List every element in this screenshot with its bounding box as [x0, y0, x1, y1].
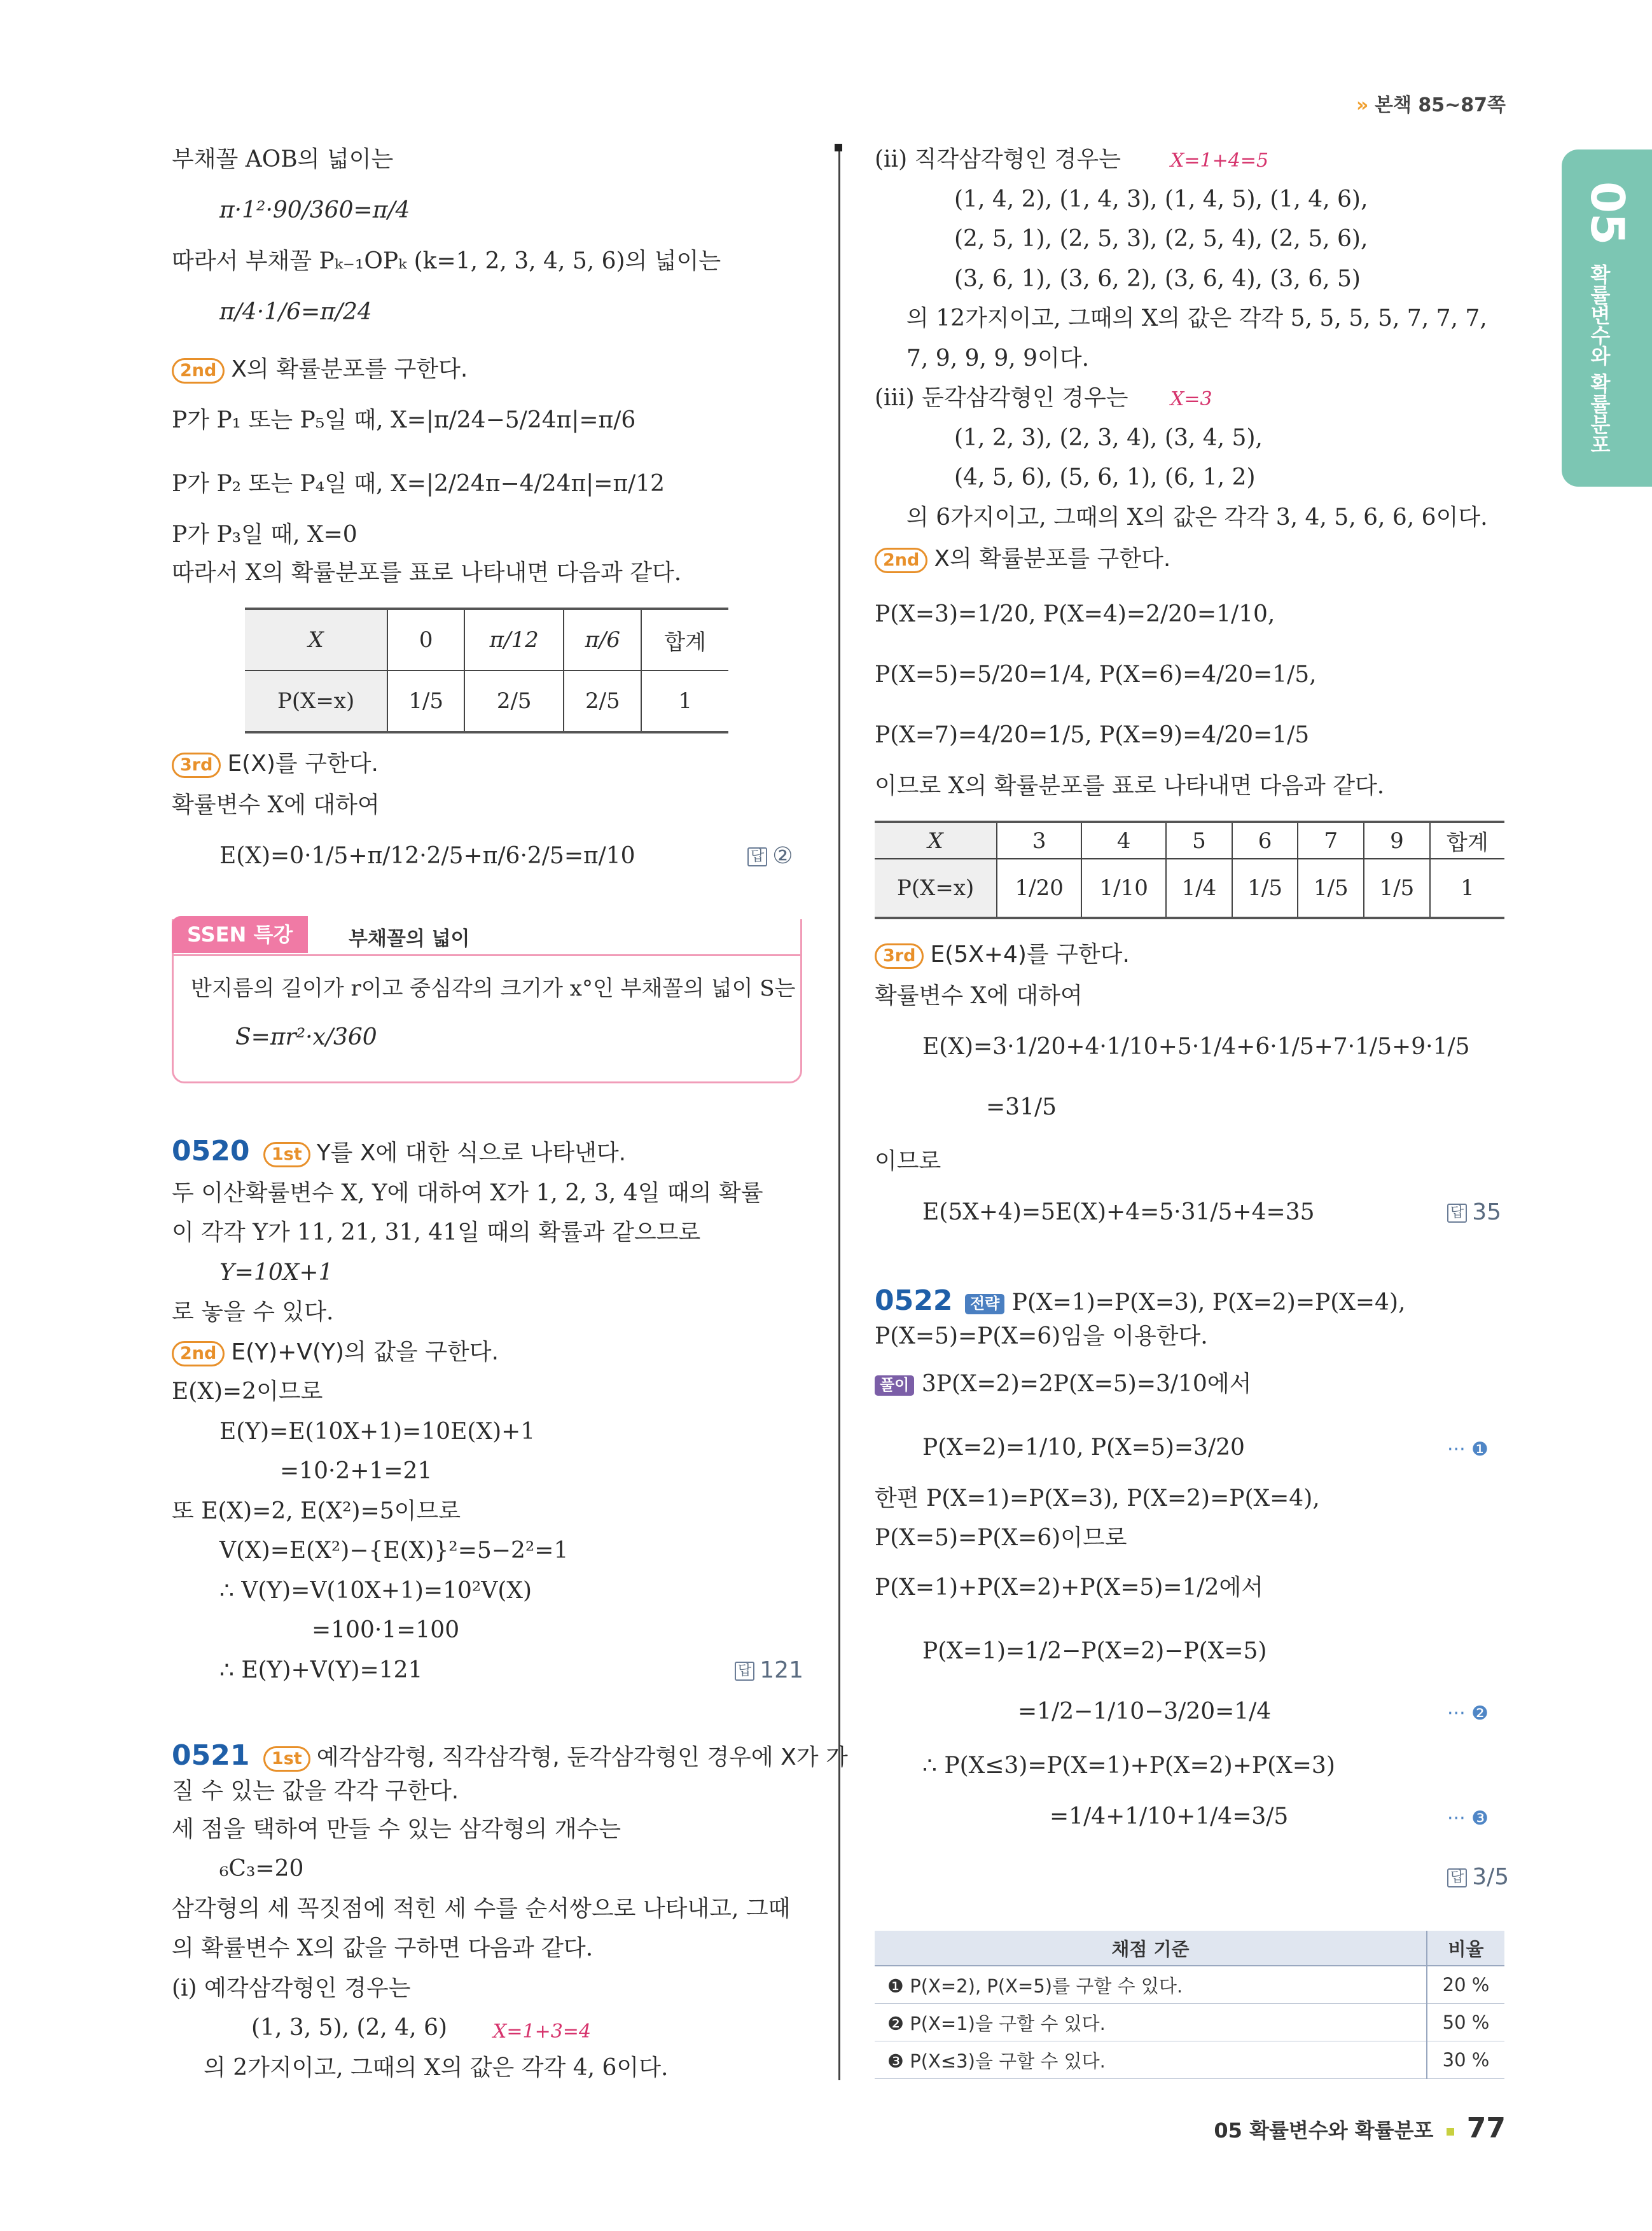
answer-icon: 답 — [735, 1662, 754, 1680]
chapter-side-tab — [1562, 149, 1652, 487]
strategy-badge: 전략 — [965, 1294, 1004, 1314]
table-cell: 5 — [1166, 822, 1232, 859]
column-divider — [838, 146, 840, 2080]
formula: E(X)=2이므로 — [172, 1379, 323, 1405]
table-cell: 1/10 — [1081, 859, 1166, 918]
page-number: 77 — [1466, 2112, 1506, 2144]
step-tag: 1st — [263, 1746, 310, 1772]
table-cell: 20 % — [1427, 1966, 1504, 2004]
table-cell: 1/20 — [997, 859, 1081, 918]
text-line: (iii) 둔각삼각형인 경우는 — [875, 385, 1128, 411]
text-line: (i) 예각삼각형인 경우는 — [172, 1975, 411, 2001]
footer-chapter: 05 확률변수와 확률분포 — [1214, 2118, 1434, 2143]
double-chevron-icon: » — [1356, 94, 1369, 116]
formula: =1/4+1/10+1/4=3/5 — [1050, 1804, 1289, 1830]
text-line: (ii) 직각삼각형인 경우는 — [875, 146, 1121, 172]
table-cell: ❸ P(X≤3)을 구할 수 있다. — [875, 2041, 1427, 2079]
table-cell: 합계 — [641, 609, 728, 671]
formula: P(X=7)=4/20=1/5, P(X=9)=4/20=1/5 — [875, 722, 1310, 748]
table-cell: 1/5 — [387, 671, 464, 732]
table-row — [245, 609, 728, 671]
table-row — [245, 671, 728, 732]
table-cell: 9 — [1364, 822, 1430, 859]
text-line: 삼각형의 세 꼭짓점에 적힌 세 수를 순서쌍으로 나타내고, 그때 — [172, 1896, 791, 1922]
formula: E(5X+4)=5E(X)+4=5·31/5+4=35 — [922, 1199, 1315, 1225]
problem-heading-0521: 0521 1st 예각삼각형, 직각삼각형, 둔각삼각형인 경우에 X가 가 — [172, 1739, 848, 1772]
solution-line: 풀이 3P(X=2)=2P(X=5)=3/10에서 — [875, 1371, 1251, 1397]
formula: E(X)=0·1/5+π/12·2/5+π/6·2/5=π/10 — [219, 843, 635, 869]
ssen-badge: SSEN 특강 — [172, 916, 308, 953]
table-row — [875, 1966, 1504, 2004]
formula: P가 P₂ 또는 P₄일 때, X=|2/24π−4/24π|=π/12 — [172, 471, 665, 497]
table-cell: 2/5 — [464, 671, 564, 732]
formula: P가 P₃일 때, X=0 — [172, 522, 357, 548]
formula: π·1²·90/360=π/4 — [219, 197, 410, 223]
table-cell: P(X=x) — [875, 859, 997, 918]
text-line: 질 수 있는 값을 각각 구한다. — [172, 1778, 459, 1804]
table-cell: 1/5 — [1364, 859, 1430, 918]
table-cell: π/6 — [564, 609, 641, 671]
text-line: 의 확률변수 X의 값을 구하면 다음과 같다. — [172, 1935, 593, 1961]
formula: Y=10X+1 — [219, 1260, 333, 1286]
problem-number: 0522 — [875, 1284, 953, 1317]
answer-icon: 답 — [1447, 1868, 1467, 1887]
table-row — [875, 2004, 1504, 2041]
text-line: 확률변수 X에 대하여 — [875, 983, 1083, 1009]
table-cell: 1/5 — [1232, 859, 1298, 918]
table-cell: 1/4 — [1166, 859, 1232, 918]
text-line: 7, 9, 9, 9, 9이다. — [906, 345, 1090, 372]
step-heading: 2nd E(Y)+V(Y)의 값을 구한다. — [172, 1339, 499, 1366]
answer: 답 3/5 — [1447, 1864, 1509, 1890]
text-line: 따라서 X의 확률분포를 표로 나타내면 다음과 같다. — [172, 560, 682, 586]
formula: P(X=1)+P(X=2)+P(X=5)=1/2에서 — [875, 1574, 1264, 1601]
text-line: 확률변수 X에 대하여 — [172, 792, 380, 818]
annotation: X=1+3=4 — [493, 2020, 592, 2043]
text-line: 의 2가지이고, 그때의 X의 값은 각각 4, 6이다. — [204, 2055, 669, 2081]
probability-table-1 — [245, 608, 728, 733]
formula: P가 P₁ 또는 P₅일 때, X=|π/24−5/24π|=π/6 — [172, 407, 636, 433]
step-tag: 1st — [263, 1142, 310, 1167]
step-heading: 2nd X의 확률분포를 구한다. — [875, 546, 1170, 573]
table-header: 채점 기준 — [875, 1931, 1427, 1966]
step-heading: 3rd E(5X+4)를 구한다. — [875, 942, 1130, 969]
grading-table — [875, 1931, 1504, 2079]
problem-heading-0520: 0520 1st Y를 X에 대한 식으로 나타낸다. — [172, 1135, 627, 1167]
formula: (1, 3, 5), (2, 4, 6) — [251, 2015, 448, 2041]
text-line: 로 놓을 수 있다. — [172, 1299, 334, 1325]
formula: ∴ P(X≤3)=P(X=1)+P(X=2)+P(X=3) — [922, 1753, 1335, 1779]
table-cell: 6 — [1232, 822, 1298, 859]
text-line: P(X=5)=P(X=6)임을 이용한다. — [875, 1323, 1208, 1349]
table-row — [875, 859, 1504, 918]
table-cell: 1 — [1430, 859, 1504, 918]
text-line: P(X=5)=P(X=6)이므로 — [875, 1525, 1127, 1551]
formula: ∴ V(Y)=V(10X+1)=10²V(X) — [219, 1578, 532, 1604]
annotation: X=3 — [1170, 388, 1212, 410]
formula: E(Y)=E(10X+1)=10E(X)+1 — [219, 1419, 536, 1445]
formula: ₆C₃=20 — [219, 1856, 304, 1882]
text-line: 두 이산확률변수 X, Y에 대하여 X가 1, 2, 3, 4일 때의 확률 — [172, 1180, 763, 1206]
table-row — [875, 2041, 1504, 2079]
step-marker: ··· ❷ — [1447, 1702, 1489, 1725]
answer: 답 121 — [735, 1657, 803, 1683]
table-cell: π/12 — [464, 609, 564, 671]
answer: 답 ② — [747, 843, 793, 869]
formula: P(X=3)=1/20, P(X=4)=2/20=1/10, — [875, 601, 1275, 627]
step-marker: ··· ❶ — [1447, 1438, 1489, 1461]
text-line: 따라서 부채꼴 Pₖ₋₁OPₖ (k=1, 2, 3, 4, 5, 6)의 넓이는 — [172, 248, 721, 274]
formula: 또 E(X)=2, E(X²)=5이므로 — [172, 1498, 461, 1524]
problem-number: 0521 — [172, 1739, 250, 1772]
answer-icon: 답 — [1447, 1204, 1467, 1222]
step-marker: ··· ❸ — [1447, 1807, 1489, 1830]
table-row — [875, 1931, 1504, 1966]
probability-table-2 — [875, 821, 1504, 919]
text-line: 이므로 — [875, 1148, 941, 1174]
text-line: 의 6가지이고, 그때의 X의 값은 각각 3, 4, 5, 6, 6, 6이다. — [906, 504, 1488, 531]
formula: π/4·1/6=π/24 — [219, 299, 372, 325]
footer — [1214, 2112, 1506, 2144]
footer-square-icon — [1447, 2128, 1454, 2136]
formula: P(X=5)=5/20=1/4, P(X=6)=4/20=1/5, — [875, 662, 1317, 688]
formula: (2, 5, 1), (2, 5, 3), (2, 5, 4), (2, 5, 6), — [954, 226, 1368, 252]
table-header: 비율 — [1427, 1931, 1504, 1966]
text-line: 이 각각 Y가 11, 21, 31, 41일 때의 확률과 같으므로 — [172, 1220, 701, 1246]
step-heading: 3rd E(X)를 구한다. — [172, 751, 378, 778]
ssen-formula: S=πr²·x/360 — [235, 1024, 377, 1050]
formula: =100·1=100 — [312, 1617, 460, 1643]
text-line: 한편 P(X=1)=P(X=3), P(X=2)=P(X=4), — [875, 1485, 1320, 1512]
formula: (1, 2, 3), (2, 3, 4), (3, 4, 5), — [954, 425, 1263, 451]
table-row — [875, 822, 1504, 859]
step-tag: 3rd — [172, 753, 221, 778]
table-cell: 4 — [1081, 822, 1166, 859]
problem-number: 0520 — [172, 1135, 250, 1167]
table-cell: P(X=x) — [245, 671, 387, 732]
table-cell: 합계 — [1430, 822, 1504, 859]
ssen-header — [172, 916, 800, 956]
step-tag: 3rd — [875, 943, 924, 969]
formula: =31/5 — [986, 1094, 1057, 1120]
table-cell: 3 — [997, 822, 1081, 859]
answer: 답 35 — [1447, 1199, 1501, 1225]
formula: ∴ E(Y)+V(Y)=121 — [219, 1657, 423, 1683]
formula: (1, 4, 2), (1, 4, 3), (1, 4, 5), (1, 4, 6), — [954, 186, 1368, 212]
step-heading: 2nd X의 확률분포를 구한다. — [172, 356, 468, 384]
formula: P(X=2)=1/10, P(X=5)=3/20 — [922, 1435, 1245, 1461]
text-line: 이므로 X의 확률분포를 표로 나타내면 다음과 같다. — [875, 773, 1385, 799]
table-cell: ❷ P(X=1)을 구할 수 있다. — [875, 2004, 1427, 2041]
page-reference: » 본책 85~87쪽 — [1356, 94, 1506, 116]
formula: P(X=1)=1/2−P(X=2)−P(X=5) — [922, 1638, 1267, 1664]
step-tag: 2nd — [172, 1341, 225, 1366]
formula: =10·2+1=21 — [280, 1458, 433, 1484]
ssen-body: 반지름의 길이가 r이고 중심각의 크기가 x°인 부채꼴의 넓이 S는 — [191, 976, 796, 1001]
formula: (3, 6, 1), (3, 6, 2), (3, 6, 4), (3, 6, 5) — [954, 266, 1361, 292]
solution-badge: 풀이 — [875, 1375, 914, 1396]
table-cell: 30 % — [1427, 2041, 1504, 2079]
table-cell: 2/5 — [564, 671, 641, 732]
text-line: 부채꼴 AOB의 넓이는 — [172, 146, 394, 172]
step-tag: 2nd — [172, 358, 225, 384]
table-cell: X — [245, 609, 387, 671]
table-cell: 7 — [1298, 822, 1364, 859]
answer-icon: 답 — [747, 847, 767, 866]
table-cell: ❶ P(X=2), P(X=5)를 구할 수 있다. — [875, 1966, 1427, 2004]
chapter-number: 05 — [1581, 181, 1634, 246]
ssen-title: 부채꼴의 넓이 — [349, 928, 470, 950]
table-cell: 50 % — [1427, 2004, 1504, 2041]
table-cell: X — [875, 822, 997, 859]
formula: V(X)=E(X²)−{E(X)}²=5−2²=1 — [219, 1538, 569, 1564]
formula: (4, 5, 6), (5, 6, 1), (6, 1, 2) — [954, 464, 1256, 490]
step-tag: 2nd — [875, 548, 927, 573]
problem-heading-0522: 0522 전략 P(X=1)=P(X=3), P(X=2)=P(X=4), — [875, 1284, 1406, 1317]
formula: E(X)=3·1/20+4·1/10+5·1/4+6·1/5+7·1/5+9·1/5 — [922, 1034, 1470, 1060]
text-line: 의 12가지이고, 그때의 X의 값은 각각 5, 5, 5, 5, 7, 7, 7, — [906, 305, 1487, 331]
table-cell: 1 — [641, 671, 728, 732]
formula: =1/2−1/10−3/20=1/4 — [1018, 1699, 1272, 1725]
column-divider-dot — [835, 144, 842, 151]
annotation: X=1+4=5 — [1170, 149, 1269, 172]
chapter-title: 확률변수와 확률분포 — [1587, 264, 1611, 455]
table-cell: 0 — [387, 609, 464, 671]
table-cell: 1/5 — [1298, 859, 1364, 918]
text-line: 세 점을 택하여 만들 수 있는 삼각형의 개수는 — [172, 1816, 621, 1842]
